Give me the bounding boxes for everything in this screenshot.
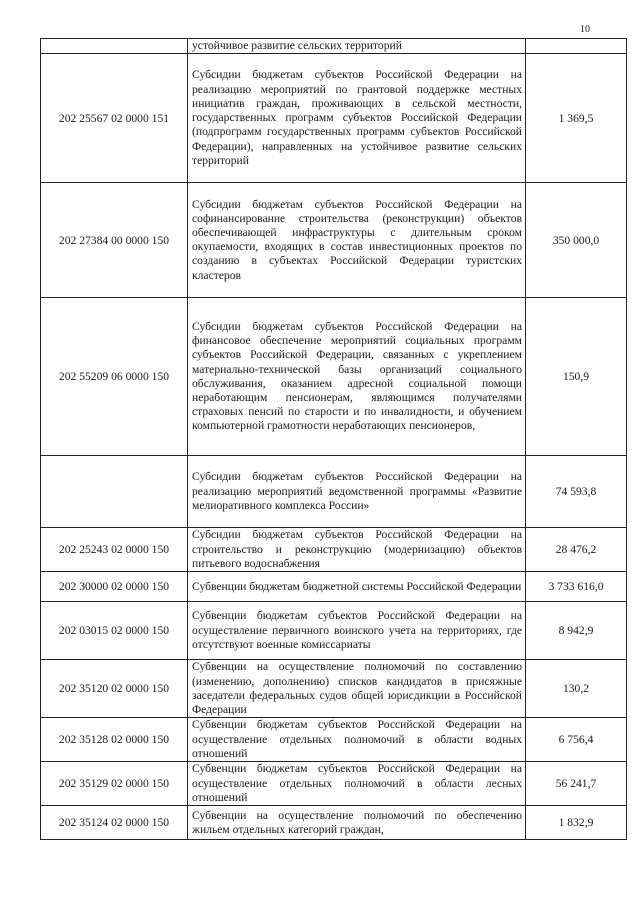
amount-value: 74 593,8 <box>526 456 627 528</box>
table-row <box>41 718 627 762</box>
table-row <box>41 602 627 660</box>
amount-value: 3 733 616,0 <box>526 572 627 602</box>
amount-value: 1 369,5 <box>526 54 627 183</box>
amount-value: 8 942,9 <box>526 602 627 660</box>
revenue-description: Субвенции бюджетам субъектов Российской Федерации на осуществление отдельных полномочий в области водных отношений <box>188 718 526 762</box>
budget-revenue-table <box>40 38 627 840</box>
budget-code <box>41 39 188 54</box>
revenue-description: Субвенции на осуществление полномочий по обеспечению жильем отдельных категорий граждан, <box>188 806 526 840</box>
budget-code: 202 03015 02 0000 150 <box>41 602 188 660</box>
revenue-description: Субвенции на осуществление полномочий по составлению (изменению, дополнению) списков кандидатов в присяжные заседатели федеральных судов общей юрисдикции в Российской Федерации <box>188 660 526 718</box>
amount-value: 6 756,4 <box>526 718 627 762</box>
revenue-description: Субсидии бюджетам субъектов Российской Федерации на софинансирование строительства (реконструкции) объектов обеспечивающей инфраструктуры с длительным сроком окупаемости, входящих в состав инвестиционных проектов по созданию в субъектах Российской Федерации туристских кластеров <box>188 183 526 298</box>
table-row <box>41 572 627 602</box>
table-row <box>41 39 627 54</box>
table-row <box>41 456 627 528</box>
budget-code: 202 27384 00 0000 150 <box>41 183 188 298</box>
table-row <box>41 298 627 456</box>
revenue-description: устойчивое развитие сельских территорий <box>188 39 526 54</box>
budget-code: 202 35120 02 0000 150 <box>41 660 188 718</box>
amount-value: 56 241,7 <box>526 762 627 806</box>
amount-value: 28 476,2 <box>526 528 627 572</box>
revenue-description: Субсидии бюджетам субъектов Российской Федерации на финансовое обеспечение мероприятий социальных программ субъектов Российской Федерации, связанных с укреплением материально-технической базы организаций социального обслуживания, оказанием адресной социальной помощи неработающим пенсионерам, являющимся получателями страховых пенсий по старости и по инвалидности, и обучением компьютерной грамотности неработающих пенсионеров, <box>188 298 526 456</box>
revenue-description: Субвенции бюджетам субъектов Российской Федерации на осуществление отдельных полномочий в области лесных отношений <box>188 762 526 806</box>
amount-value: 130,2 <box>526 660 627 718</box>
budget-code: 202 25567 02 0000 151 <box>41 54 188 183</box>
page-number: 10 <box>580 24 590 35</box>
budget-code: 202 25243 02 0000 150 <box>41 528 188 572</box>
table-row <box>41 183 627 298</box>
revenue-description: Субсидии бюджетам субъектов Российской Федерации на реализацию мероприятий ведомственной программы «Развитие мелиоративного комплекса России» <box>188 456 526 528</box>
amount-value: 150,9 <box>526 298 627 456</box>
table-row <box>41 806 627 840</box>
amount-value <box>526 39 627 54</box>
budget-code <box>41 456 188 528</box>
table-row <box>41 54 627 183</box>
budget-code: 202 35129 02 0000 150 <box>41 762 188 806</box>
amount-value: 1 832,9 <box>526 806 627 840</box>
budget-code: 202 55209 06 0000 150 <box>41 298 188 456</box>
budget-code: 202 35128 02 0000 150 <box>41 718 188 762</box>
table-row <box>41 762 627 806</box>
revenue-description: Субвенции бюджетам бюджетной системы Российской Федерации <box>188 572 526 602</box>
amount-value: 350 000,0 <box>526 183 627 298</box>
table-row <box>41 528 627 572</box>
revenue-description: Субсидии бюджетам субъектов Российской Федерации на строительство и реконструкцию (модернизацию) объектов питьевого водоснабжения <box>188 528 526 572</box>
revenue-description: Субсидии бюджетам субъектов Российской Федерации на реализацию мероприятий по грантовой поддержке местных инициатив граждан, проживающих в сельской местности, государственных программ субъектов Российской Федерации (подпрограмм государственных программ субъектов Российской Федерации), направленных на устойчивое развитие сельских территорий <box>188 54 526 183</box>
table-row <box>41 660 627 718</box>
revenue-description: Субвенции бюджетам субъектов Российской Федерации на осуществление первичного воинского учета на территориях, где отсутствуют военные комиссариаты <box>188 602 526 660</box>
budget-code: 202 35124 02 0000 150 <box>41 806 188 840</box>
budget-code: 202 30000 02 0000 150 <box>41 572 188 602</box>
